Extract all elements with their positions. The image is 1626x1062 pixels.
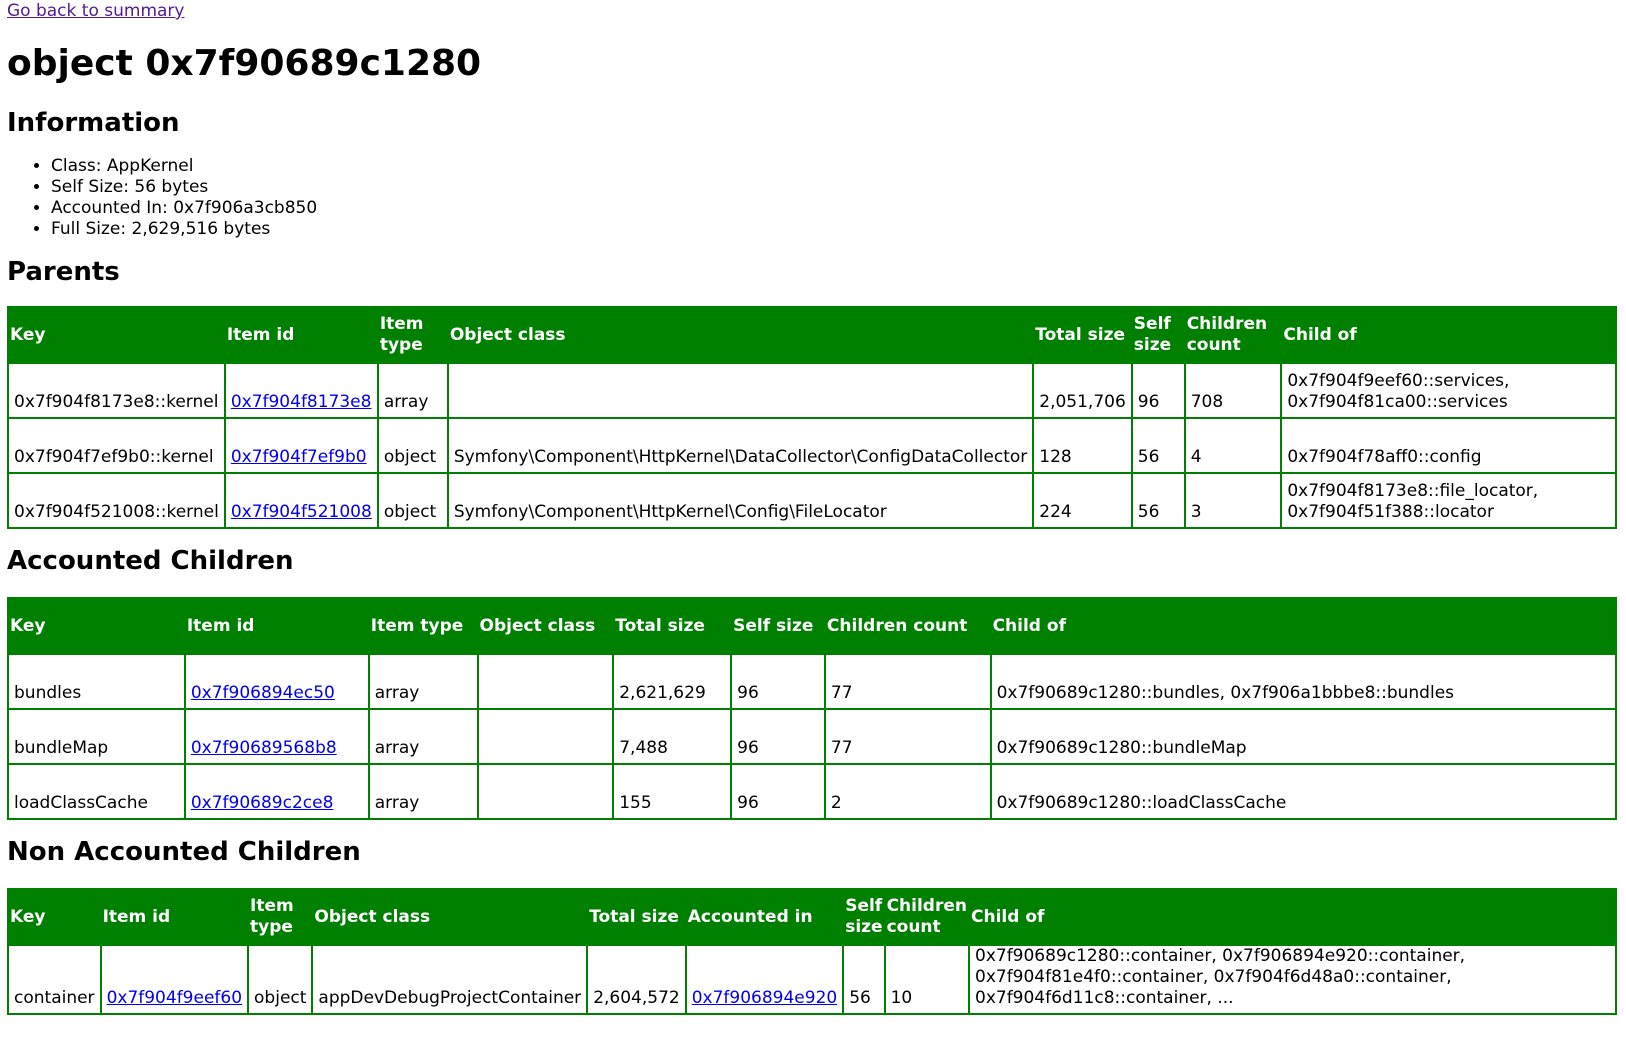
cell-key: bundleMap (8, 709, 185, 764)
cell-total-size: 2,604,572 (587, 945, 686, 1014)
table-header-row (8, 598, 1616, 654)
item-id-link[interactable]: 0x7f904f7ef9b0 (230, 447, 367, 467)
column-header-object-class: Object class (478, 598, 614, 654)
table-header-row (8, 307, 1616, 363)
cell-item-type: object (378, 418, 448, 473)
cell-self-size: 56 (1132, 473, 1185, 528)
cell-key: container (8, 945, 101, 1014)
cell-child-of: 0x7f904f9eef60::services, 0x7f904f81ca00::services (1281, 363, 1616, 418)
cell-item-type: object (378, 473, 448, 528)
cell-children-count: 10 (885, 945, 969, 1014)
cell-children-count: 708 (1185, 363, 1282, 418)
cell-total-size: 224 (1033, 473, 1132, 528)
info-item-accounted-in: • Accounted In: 0x7f906a3cb850 (51, 198, 1619, 219)
item-id-link[interactable]: 0x7f906894ec50 (190, 683, 335, 703)
cell-self-size: 96 (731, 764, 825, 819)
table-row (8, 473, 1616, 528)
cell-child-of: 0x7f90689c1280::bundleMap (991, 709, 1616, 764)
column-header-object-class: Object class (448, 307, 1033, 363)
item-id-link[interactable]: 0x7f90689c2ce8 (190, 793, 334, 813)
info-item-self-size: • Self Size: 56 bytes (51, 177, 1619, 198)
column-header-children-count: Children count (1185, 307, 1282, 363)
column-header-total-size: Total size (613, 598, 731, 654)
cell-object-class: Symfony\Component\HttpKernel\DataCollector\ConfigDataCollector (448, 418, 1033, 473)
non-accounted-children-heading: Non Accounted Children (7, 837, 361, 867)
cell-children-count: 4 (1185, 418, 1282, 473)
cell-item-id (185, 654, 369, 709)
cell-total-size: 128 (1033, 418, 1132, 473)
cell-item-type: array (378, 363, 448, 418)
cell-object-class: Symfony\Component\HttpKernel\Config\FileLocator (448, 473, 1033, 528)
column-header-children-count: Children count (885, 889, 969, 945)
cell-item-id (185, 709, 369, 764)
back-to-summary-link[interactable]: Go back to summary (7, 1, 185, 21)
column-header-item-type: Item type (378, 307, 448, 363)
cell-key: loadClassCache (8, 764, 185, 819)
column-header-key: Key (8, 889, 101, 945)
column-header-object-class: Object class (312, 889, 587, 945)
item-id-link[interactable]: 0x7f904f521008 (230, 502, 372, 522)
column-header-self-size: Self size (1132, 307, 1185, 363)
information-list (7, 156, 1619, 240)
table-row (8, 363, 1616, 418)
cell-self-size: 56 (1132, 418, 1185, 473)
cell-self-size: 96 (731, 654, 825, 709)
cell-total-size: 2,051,706 (1033, 363, 1132, 418)
cell-key: 0x7f904f8173e8::kernel (8, 363, 225, 418)
item-id-link[interactable]: 0x7f904f9eef60 (106, 988, 243, 1008)
column-header-children-count: Children count (825, 598, 991, 654)
cell-object-class (478, 764, 614, 819)
cell-item-id (225, 473, 378, 528)
cell-children-count: 3 (1185, 473, 1282, 528)
cell-item-type: array (369, 654, 478, 709)
info-item-full-size: • Full Size: 2,629,516 bytes (51, 219, 1619, 240)
parents-heading: Parents (7, 257, 120, 287)
cell-item-type: array (369, 709, 478, 764)
column-header-key: Key (8, 307, 225, 363)
cell-key: bundles (8, 654, 185, 709)
column-header-child-of: Child of (1281, 307, 1616, 363)
information-heading: Information (7, 108, 180, 138)
parents-table (7, 306, 1617, 529)
cell-total-size: 7,488 (613, 709, 731, 764)
cell-object-class (478, 709, 614, 764)
non-accounted-children-table (7, 888, 1617, 1015)
cell-item-type: object (248, 945, 312, 1014)
table-row (8, 654, 1616, 709)
cell-item-id (101, 945, 248, 1014)
column-header-child-of: Child of (969, 889, 1616, 945)
cell-children-count: 2 (825, 764, 991, 819)
cell-self-size: 96 (731, 709, 825, 764)
table-row (8, 709, 1616, 764)
column-header-item-id: Item id (101, 889, 248, 945)
cell-self-size: 96 (1132, 363, 1185, 418)
column-header-item-type: Item type (248, 889, 312, 945)
table-row (8, 764, 1616, 819)
item-id-link[interactable]: 0x7f90689568b8 (190, 738, 337, 758)
cell-object-class: appDevDebugProjectContainer (312, 945, 587, 1014)
column-header-item-id: Item id (225, 307, 378, 363)
cell-child-of: 0x7f904f8173e8::file_locator, 0x7f904f51f388::locator (1281, 473, 1616, 528)
cell-child-of: 0x7f904f78aff0::config (1281, 418, 1616, 473)
cell-children-count: 77 (825, 654, 991, 709)
cell-total-size: 2,621,629 (613, 654, 731, 709)
column-header-total-size: Total size (1033, 307, 1132, 363)
column-header-total-size: Total size (587, 889, 686, 945)
info-item-class: • Class: AppKernel (51, 156, 1619, 177)
column-header-accounted-in: Accounted in (686, 889, 843, 945)
cell-item-id (225, 363, 378, 418)
cell-item-type: array (369, 764, 478, 819)
column-header-self-size: Self size (843, 889, 884, 945)
cell-total-size: 155 (613, 764, 731, 819)
cell-child-of: 0x7f90689c1280::bundles, 0x7f906a1bbbe8::bundles (991, 654, 1616, 709)
table-header-row (8, 889, 1616, 945)
cell-child-of: 0x7f90689c1280::loadClassCache (991, 764, 1616, 819)
column-header-self-size: Self size (731, 598, 825, 654)
accounted-children-heading: Accounted Children (7, 546, 294, 576)
accounted-in-link[interactable]: 0x7f906894e920 (691, 988, 838, 1008)
table-row (8, 945, 1616, 1014)
column-header-item-type: Item type (369, 598, 478, 654)
cell-item-id (185, 764, 369, 819)
column-header-child-of: Child of (991, 598, 1616, 654)
cell-object-class (448, 363, 1033, 418)
column-header-item-id: Item id (185, 598, 369, 654)
cell-object-class (478, 654, 614, 709)
cell-self-size: 56 (843, 945, 884, 1014)
table-row (8, 418, 1616, 473)
accounted-children-table (7, 597, 1617, 820)
column-header-key: Key (8, 598, 185, 654)
cell-children-count: 77 (825, 709, 991, 764)
item-id-link[interactable]: 0x7f904f8173e8 (230, 392, 372, 412)
cell-child-of: 0x7f90689c1280::container, 0x7f906894e920::container, 0x7f904f81e4f0::container, 0x7f904f6d48a0::container, 0x7f904f6d11c8::container, ... (969, 945, 1616, 1014)
cell-key: 0x7f904f521008::kernel (8, 473, 225, 528)
cell-key: 0x7f904f7ef9b0::kernel (8, 418, 225, 473)
cell-accounted-in (686, 945, 843, 1014)
cell-item-id (225, 418, 378, 473)
page-title: object 0x7f90689c1280 (7, 43, 482, 84)
